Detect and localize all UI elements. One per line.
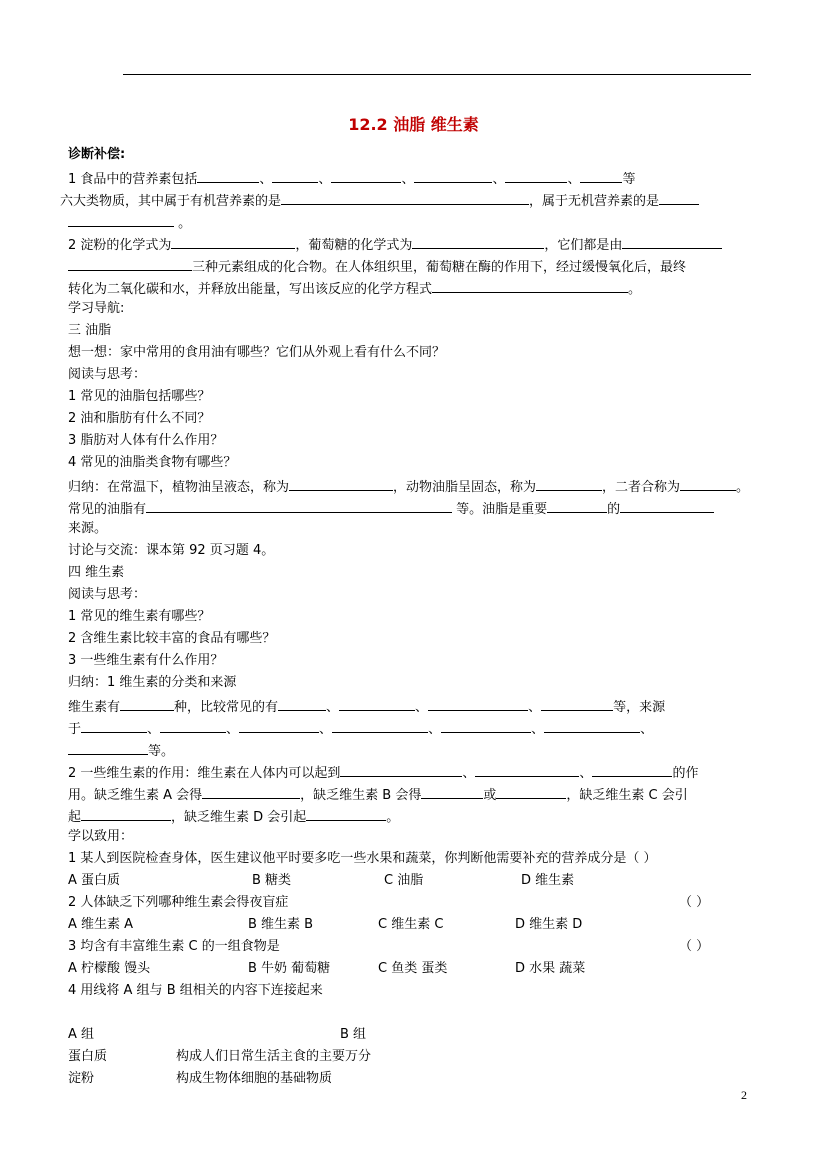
page-title: 12.2 油脂 维生素 — [348, 115, 479, 134]
text-segment: 、 — [567, 172, 581, 187]
text-segment: 六大类物质，其中属于有机营养素的是 — [60, 194, 282, 209]
answer-blank — [331, 169, 401, 183]
text-line — [68, 499, 714, 518]
text-segment: 常见的油脂有 — [68, 502, 147, 517]
answer-blank — [441, 719, 531, 733]
text-line — [68, 235, 722, 254]
text-segment: 、 — [415, 700, 429, 715]
answer-blank — [306, 807, 386, 821]
text-segment: ，缺乏维生素 B 会得 — [300, 788, 422, 803]
text-line: A 蛋白质 — [68, 873, 121, 888]
answer-blank — [289, 477, 393, 491]
text-line: 2 人体缺乏下列哪种维生素会得夜盲症 — [68, 895, 289, 910]
text-segment: 或 — [483, 788, 497, 803]
answer-blank — [622, 235, 722, 249]
text-line — [68, 697, 665, 716]
text-line: 蛋白质 — [68, 1049, 108, 1064]
text-segment: ，葡萄糖的化学式为 — [295, 238, 413, 253]
answer-blank — [278, 697, 326, 711]
text-segment: 的 — [607, 502, 621, 517]
text-segment: 。 — [174, 216, 192, 231]
answer-blank — [505, 169, 567, 183]
text-segment: 。 — [386, 810, 400, 825]
text-line: 4 常见的油脂类食物有哪些？ — [68, 455, 237, 470]
answer-blank — [281, 191, 529, 205]
answer-blank — [659, 191, 699, 205]
text-line: 构成生物体细胞的基础物质 — [176, 1071, 333, 1086]
answer-blank — [496, 785, 566, 799]
answer-blank — [68, 213, 174, 227]
text-segment: 、 — [147, 722, 161, 737]
answer-blank — [197, 169, 259, 183]
text-segment: ，属于无机营养素的是 — [529, 194, 660, 209]
text-segment: 1 食品中的营养素包括 — [68, 172, 198, 187]
text-line — [68, 477, 749, 496]
text-line — [68, 807, 399, 826]
text-line — [68, 785, 688, 804]
text-line: 1 常见的维生素有哪些？ — [68, 609, 211, 624]
text-segment: 维生素有 — [68, 700, 121, 715]
answer-blank — [412, 235, 544, 249]
text-segment: 、 — [428, 722, 442, 737]
answer-blank — [680, 477, 736, 491]
text-line: 3 均含有丰富维生素 C 的一组食物是 — [68, 939, 280, 954]
text-line: B 维生素 B — [248, 917, 314, 932]
answer-blank — [68, 257, 192, 271]
text-line: 想一想：家中常用的食用油有哪些？它们从外观上看有什么不同？ — [68, 345, 446, 360]
text-line — [68, 169, 636, 188]
text-segment: ，动物油脂呈固态，称为 — [393, 480, 537, 495]
answer-blank — [340, 763, 462, 777]
answer-blank — [428, 697, 528, 711]
answer-blank — [239, 719, 319, 733]
text-line: A 柠檬酸 馒头 — [68, 961, 151, 976]
text-line: 2 含维生素比较丰富的食品有哪些？ — [68, 631, 276, 646]
answer-blank — [171, 235, 295, 249]
text-segment: 三种元素组成的化合物。在人体组织里，葡萄糖在酶的作用下，经过缓慢氧化后，最终 — [192, 260, 687, 275]
text-line: 淀粉 — [68, 1071, 95, 1086]
text-line — [60, 191, 699, 210]
text-line: （ ） — [679, 939, 710, 954]
answer-blank — [475, 763, 579, 777]
text-segment: 种，比较常见的有 — [174, 700, 279, 715]
answer-blank — [414, 169, 492, 183]
answer-blank — [81, 807, 171, 821]
text-segment: 等。 — [148, 744, 175, 759]
answer-blank — [160, 719, 226, 733]
text-line: 3 脂肪对人体有什么作用？ — [68, 433, 224, 448]
text-line: 阅读与思考： — [68, 367, 147, 382]
answer-blank — [120, 697, 174, 711]
text-segment: 起 — [68, 810, 82, 825]
text-line — [68, 741, 174, 760]
answer-blank — [68, 741, 148, 755]
text-segment: 、 — [319, 722, 333, 737]
text-segment: 、 — [528, 700, 542, 715]
text-segment: 2 淀粉的化学式为 — [68, 238, 172, 253]
text-line — [68, 763, 698, 782]
text-segment: 2 一些维生素的作用：维生素在人体内可以起到 — [68, 766, 341, 781]
answer-blank — [339, 697, 415, 711]
text-segment: 、 — [579, 766, 593, 781]
text-segment: 、 — [326, 700, 340, 715]
answer-blank — [81, 719, 147, 733]
text-line: D 维生素 — [521, 873, 575, 888]
text-line: 归纳：1 维生素的分类和来源 — [68, 675, 237, 690]
text-line: 诊断补偿: — [68, 147, 126, 162]
text-line — [68, 213, 191, 232]
text-line: B 糖类 — [252, 873, 292, 888]
text-segment: 归纳：在常温下，植物油呈液态，称为 — [68, 480, 290, 495]
text-segment: ，缺乏维生素 D 会引起 — [171, 810, 307, 825]
answer-blank — [592, 763, 672, 777]
text-segment: 、 — [401, 172, 415, 187]
text-line: A 组 — [68, 1027, 95, 1042]
text-line: 三 油脂 — [68, 323, 112, 338]
answer-blank — [536, 477, 602, 491]
text-segment: 转化为二氧化碳和水，并释放出能量，写出该反应的化学方程式 — [68, 282, 433, 297]
text-line — [68, 257, 686, 276]
text-segment: 等 — [622, 172, 636, 187]
text-segment: 。 — [736, 480, 750, 495]
text-line: 2 油和脂肪有什么不同？ — [68, 411, 211, 426]
text-line: D 水果 蔬菜 — [515, 961, 586, 976]
text-line: 构成人们日常生活主食的主要万分 — [176, 1049, 372, 1064]
text-segment: ，它们都是由 — [544, 238, 623, 253]
text-line: 学习导航: — [68, 301, 125, 316]
text-line: D 维生素 D — [515, 917, 583, 932]
text-segment: 的作 — [672, 766, 699, 781]
text-line: 来源。 — [68, 521, 108, 536]
text-segment: 于 — [68, 722, 82, 737]
text-segment: ，二者合称为 — [602, 480, 681, 495]
text-segment: 、 — [640, 722, 654, 737]
answer-blank — [272, 169, 318, 183]
text-line — [68, 279, 641, 298]
answer-blank — [544, 719, 640, 733]
answer-blank — [146, 499, 452, 513]
answer-blank — [432, 279, 628, 293]
text-line: C 维生素 C — [378, 917, 444, 932]
text-line: 1 某人到医院检查身体，医生建议他平时要多吃一些水果和蔬菜，你判断他需要补充的营养成分是（ ） — [68, 851, 657, 866]
text-segment: 等，来源 — [613, 700, 666, 715]
answer-blank — [332, 719, 428, 733]
text-segment: 、 — [462, 766, 476, 781]
text-segment: 等。油脂是重要 — [452, 502, 548, 517]
answer-blank — [620, 499, 714, 513]
text-line: B 牛奶 葡萄糖 — [248, 961, 331, 976]
text-line: （ ） — [679, 895, 710, 910]
text-segment: ，缺乏维生素 C 会引 — [566, 788, 688, 803]
header-rule — [123, 74, 751, 75]
text-line: 学以致用： — [68, 829, 134, 844]
text-segment: 、 — [531, 722, 545, 737]
text-line — [68, 719, 653, 738]
text-line: 阅读与思考： — [68, 587, 147, 602]
text-segment: 用。缺乏维生素 A 会得 — [68, 788, 203, 803]
text-line: 讨论与交流：课本第 92 页习题 4。 — [68, 543, 275, 558]
text-line: 4 用线将 A 组与 B 组相关的内容下连接起来 — [68, 983, 323, 998]
text-line: 四 维生素 — [68, 565, 125, 580]
text-line: 3 一些维生素有什么作用？ — [68, 653, 224, 668]
text-line: A 维生素 A — [68, 917, 134, 932]
text-segment: 、 — [318, 172, 332, 187]
answer-blank — [202, 785, 300, 799]
text-segment: 。 — [628, 282, 642, 297]
page-number: 2 — [741, 1088, 747, 1102]
text-segment: 、 — [492, 172, 506, 187]
text-line: C 油脂 — [384, 873, 424, 888]
text-segment: 、 — [259, 172, 273, 187]
text-segment: 、 — [226, 722, 240, 737]
answer-blank — [547, 499, 607, 513]
text-line: C 鱼类 蛋类 — [378, 961, 448, 976]
answer-blank — [580, 169, 622, 183]
answer-blank — [421, 785, 483, 799]
answer-blank — [541, 697, 613, 711]
text-line: B 组 — [340, 1027, 367, 1042]
text-line: 1 常见的油脂包括哪些？ — [68, 389, 211, 404]
